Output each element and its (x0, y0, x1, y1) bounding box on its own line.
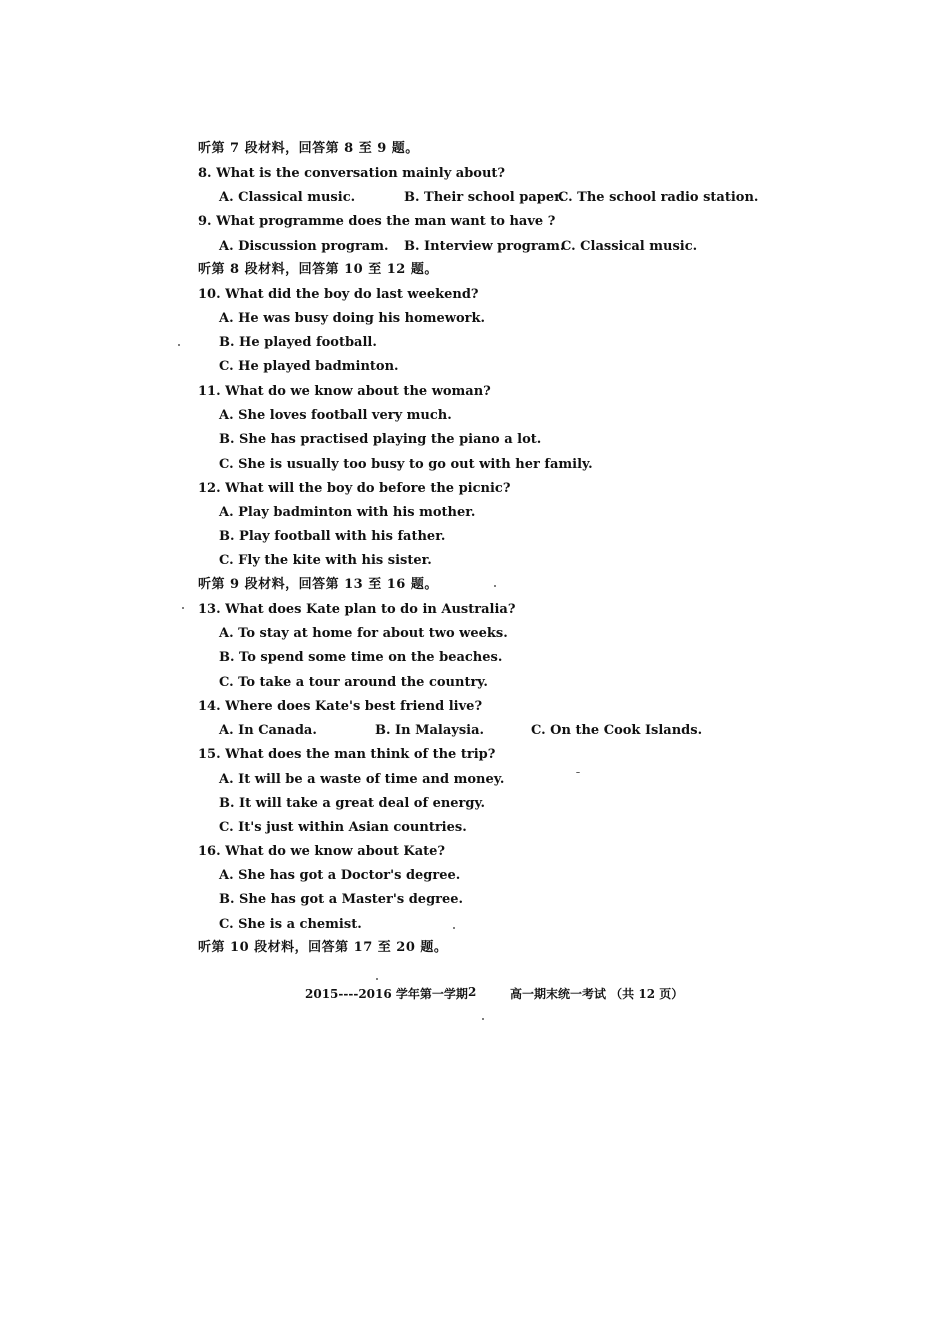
q10-option-c: C. He played badminton. (219, 359, 399, 374)
q10-option-b: B. He played football. (219, 335, 377, 350)
q9-option-c: C. Classical music. (561, 239, 698, 254)
question-11: 11. What do we know about the woman? (198, 384, 491, 399)
section-heading: 听第 9 段材料，回答第 13 至 16 题。 (198, 577, 438, 592)
q12-option-c: C. Fly the kite with his sister. (219, 553, 432, 568)
footer-term: 2015----2016 学年第一学期 (305, 987, 468, 1001)
q14-option-c: C. On the Cook Islands. (531, 723, 703, 738)
question-13: 13. What does Kate plan to do in Australia? (198, 602, 516, 617)
scan-speck (576, 772, 580, 773)
q8-option-b: B. Their school paper. (404, 190, 565, 205)
q13-option-a: A. To stay at home for about two weeks. (219, 626, 508, 641)
scan-speck (178, 344, 180, 346)
q9-option-a: A. Discussion program. (219, 239, 389, 254)
question-12: 12. What will the boy do before the picnic? (198, 481, 511, 496)
q13-option-c: C. To take a tour around the country. (219, 675, 488, 690)
q16-option-b: B. She has got a Master's degree. (219, 892, 464, 907)
question-14: 14. Where does Kate's best friend live? (198, 699, 483, 714)
scan-speck (482, 1018, 484, 1020)
q16-option-a: A. She has got a Doctor's degree. (219, 868, 461, 883)
q14-option-b: B. In Malaysia. (375, 723, 485, 738)
footer-page-number: 2 (468, 985, 477, 999)
section-heading: 听第 7 段材料，回答第 8 至 9 题。 (198, 141, 419, 156)
q13-option-b: B. To spend some time on the beaches. (219, 650, 503, 665)
q15-option-b: B. It will take a great deal of energy. (219, 796, 486, 811)
scan-speck (494, 585, 496, 587)
question-8: 8. What is the conversation mainly about? (198, 166, 506, 181)
q12-option-a: A. Play badminton with his mother. (219, 505, 476, 520)
q11-option-c: C. She is usually too busy to go out with her family. (219, 457, 593, 472)
q12-option-b: B. Play football with his father. (219, 529, 446, 544)
q8-option-c: C. The school radio station. (558, 190, 759, 205)
q15-option-a: A. It will be a waste of time and money. (219, 772, 505, 787)
scan-speck (453, 927, 455, 929)
question-16: 16. What do we know about Kate? (198, 844, 446, 859)
q8-option-a: A. Classical music. (219, 190, 356, 205)
question-15: 15. What does the man think of the trip? (198, 747, 496, 762)
question-9: 9. What programme does the man want to have ? (198, 214, 556, 229)
section-heading: 听第 8 段材料，回答第 10 至 12 题。 (198, 262, 438, 277)
scan-speck (376, 978, 378, 980)
q14-option-a: A. In Canada. (219, 723, 317, 738)
footer-exam-title: 高一期末统一考试 （共 12 页） (510, 987, 684, 1001)
q15-option-c: C. It's just within Asian countries. (219, 820, 467, 835)
scan-speck (182, 607, 184, 609)
q16-option-c: C. She is a chemist. (219, 917, 362, 932)
section-heading: 听第 10 段材料，回答第 17 至 20 题。 (198, 940, 448, 955)
q9-option-b: B. Interview program. (404, 239, 565, 254)
q11-option-b: B. She has practised playing the piano a lot. (219, 432, 542, 447)
q11-option-a: A. She loves football very much. (219, 408, 452, 423)
q10-option-a: A. He was busy doing his homework. (219, 311, 486, 326)
question-10: 10. What did the boy do last weekend? (198, 287, 479, 302)
